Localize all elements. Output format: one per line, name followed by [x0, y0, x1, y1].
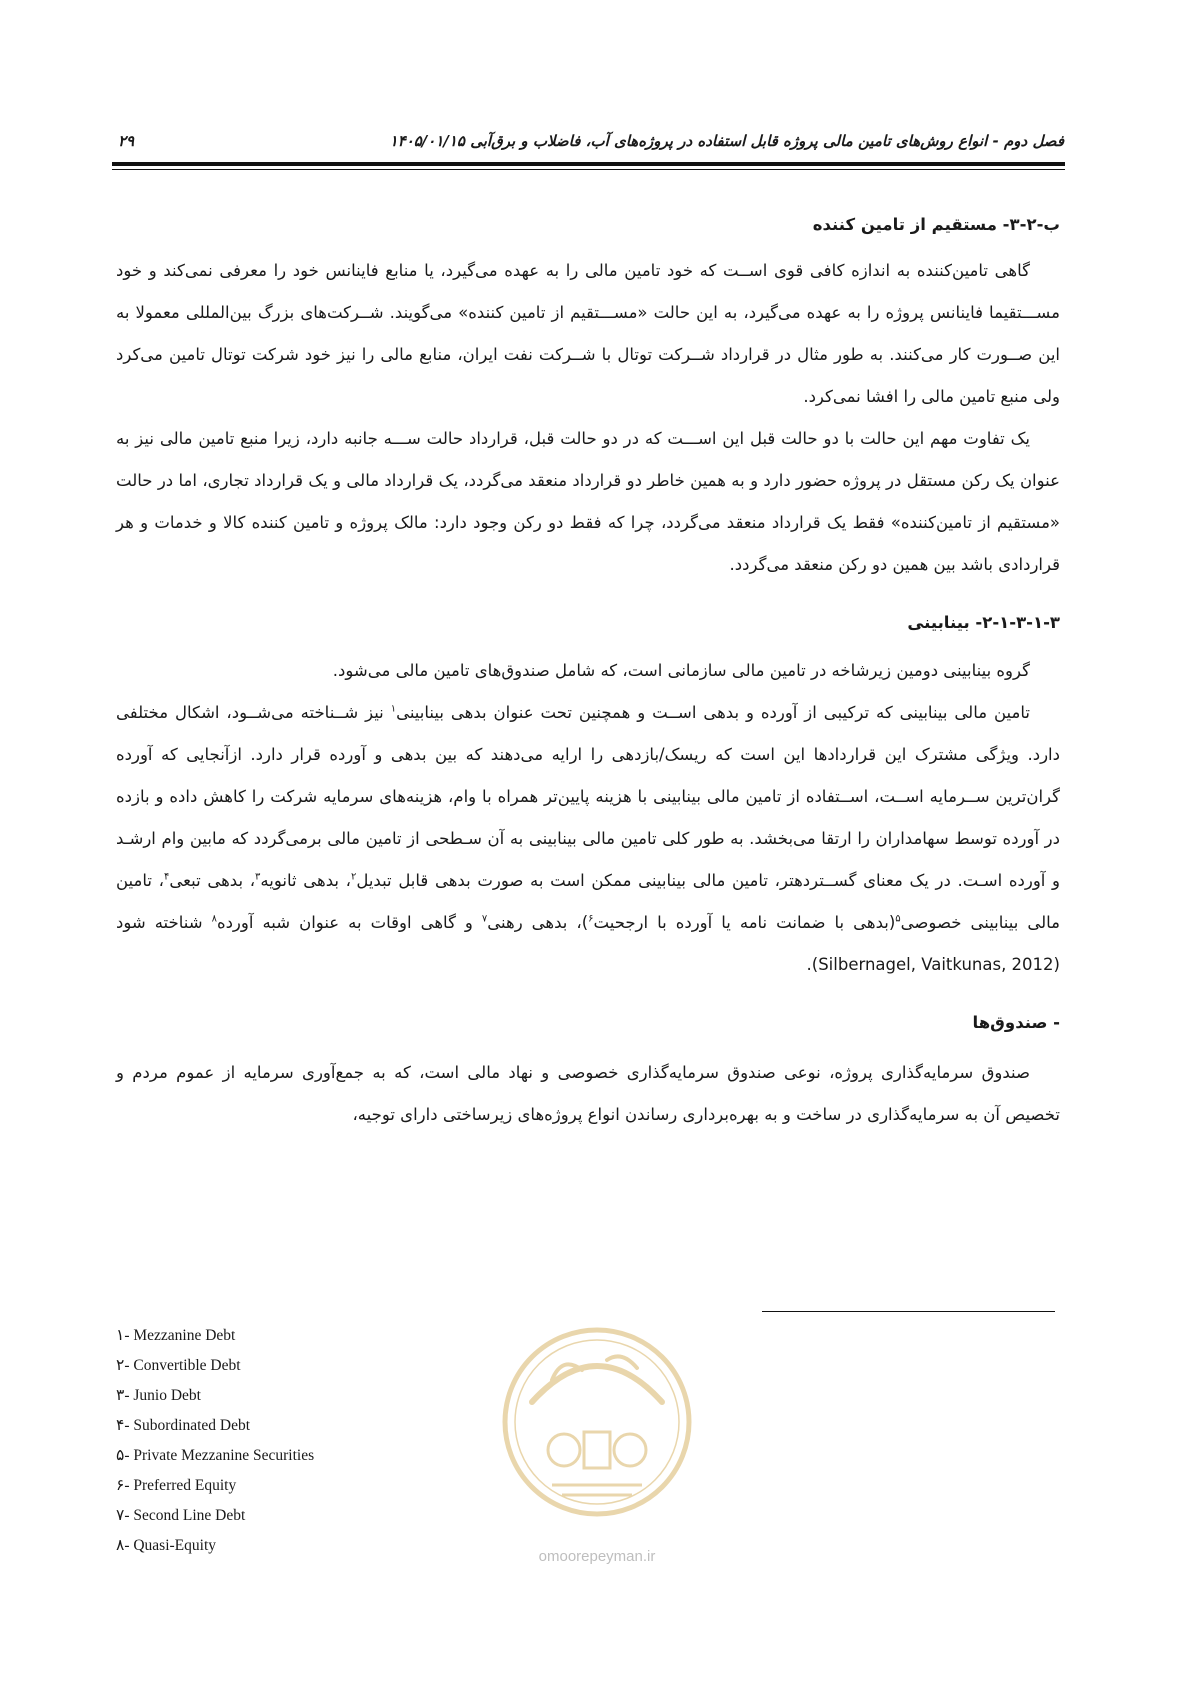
text-run: تامین مالی بینابینی که ترکیبی از آورده و بدهی اســت و همچنین تحت عنوان بدهی بینابینی	[396, 703, 1030, 722]
footnote-mark: ۶	[588, 913, 594, 925]
text-run: شناخته شود	[116, 913, 212, 932]
footnote-item: ۴- Subordinated Debt	[116, 1417, 251, 1434]
footnote-item: ۵- Private Mezzanine Securities	[116, 1447, 315, 1464]
text-run: و گاهی اوقات به عنوان شبه آورده	[216, 913, 482, 932]
footnote-mark: ۸	[211, 913, 217, 925]
chapter-title: فصل دوم - انواع روش‌های تامین مالی پروژه قابل استفاده در پروژه‌های آب، فاضلاب و برق‌آبی ۱۴۰۵/۰۱/۱۵	[389, 132, 1064, 150]
page-header	[116, 128, 1064, 158]
text-run: نیز شــناخته می‌شــود، اشکال مختلفی دارد. ویژگی مشترک این قراردادها این است که ریسک/بازدهی را ارایه می‌دهند که بین بدهی و آورده قرار دارد. ازآنجایی که آورده گران‌ترین ســرمایه اســت، اســتفاده از تامین مالی بینابینی با هزینه پایین‌تر همراه با وام، هزینه‌های سرمایه شرکت را کاهش داده و بازده در آورده توسط سهامداران را ارتقا می‌بخشد. به طور کلی تامین مالی بینابینی به آن سـطحی از تامین مالی برمی‌گردد که مابین وام ارشـد و آورده اسـت. در یک معنای گســتردهتر، تامین مالی بینابینی ممکن است به صورت بدهی قابل تبدیل	[116, 703, 1060, 890]
footnote-item: ۲- Convertible Debt	[116, 1357, 241, 1374]
paragraph: صندوق سرمایه‌گذاری پروژه، نوعی صندوق سرمایه‌گذاری خصوصی و نهاد مالی است، که به جمع‌آوری سرمایه از عموم مردم و تخصیص آن به سرمایه‌گذاری در ساخت و به بهره‌برداری رساندن انواع پروژه‌های زیرساختی دارای توجیه،	[116, 1063, 1060, 1124]
footnote-mark: ۱	[390, 703, 397, 715]
body-text	[116, 210, 1060, 1136]
header-rule-thin	[112, 169, 1065, 170]
footnotes	[116, 1321, 516, 1561]
section-heading-funds: - صندوق‌ها	[972, 1013, 1060, 1032]
section-heading-direct-supplier: ب-۲-۳- مستقیم از تامین کننده	[812, 215, 1060, 234]
watermark-url: omoorepeyman.ir	[538, 1548, 656, 1565]
citation: (Silbernagel, Vaitkunas, 2012)	[811, 955, 1060, 974]
footnote-mark: ۵	[895, 913, 901, 925]
header-rule-thick	[112, 162, 1065, 166]
text-run: ، بدهی تبعی	[169, 871, 256, 890]
text-run: ، تامین مالی بینابینی خصوصی	[116, 871, 1060, 932]
text-run: ، بدهی ثانویه	[260, 871, 351, 890]
footnote-mark: ۳	[255, 871, 261, 883]
footnote-item: ۳- Junio Debt	[116, 1387, 201, 1404]
footnote-mark: ۲	[350, 871, 357, 883]
footnote-mark: ۷	[481, 913, 488, 925]
text-run: .	[806, 955, 812, 974]
paragraph-mezzanine	[116, 692, 1060, 986]
text-run: (بدهی با ضمانت نامه یا آورده با ارجحیت	[593, 913, 896, 932]
watermark-logo-icon	[492, 1310, 702, 1540]
footnote-item: ۸- Quasi-Equity	[116, 1537, 217, 1554]
footnote-mark: ۴	[164, 871, 170, 883]
paragraph: یک تفاوت مهم این حالت با دو حالت قبل این اســـت که در دو حالت قبل، قرارداد حالت ســـه جانبه دارد، زیرا منبع تامین مالی نیز به عنوان یک رکن مستقل در پروژه حضور دارد و به همین خاطر دو قرارداد منعقد می‌گردد، یک قرارداد مالی و یک قرارداد تجاری، اما در حالت «مستقیم از تامین‌کننده» فقط یک قرارداد منعقد می‌گردد، چرا که فقط دو رکن وجود دارد: مالک پروژه و تامین کننده کالا و خدمات و هر قراردادی باشد بین همین دو رکن منعقد می‌گردد.	[116, 429, 1060, 574]
section-heading-mezzanine: ۲-۱-۳-۱-۳- بینابینی	[907, 613, 1060, 632]
footnote-item: ۶- Preferred Equity	[116, 1477, 237, 1494]
page-number: ۲۹	[118, 132, 135, 150]
watermark	[492, 1310, 702, 1570]
paragraph: گاهی تامین‌کننده به اندازه کافی قوی اســت که خود تامین مالی را به عهده می‌گیرد، یا منابع فاینانس خود را معرفی نمی‌کند و خود مســـتقیما فاینانس پروژه را به عهده می‌گیرد، به این حالت «مســـتقیم از تامین کننده» می‌گویند. شــرکت‌های بزرگ بین‌المللی معمولا به این صــورت کار می‌کنند. به طور مثال در قرارداد شــرکت توتال با شــرکت نفت ایران، منابع مالی را نیز خود شرکت توتال تامین می‌کرد ولی منبع تامین مالی را افشا نمی‌کرد.	[116, 261, 1060, 406]
text-run: )، بدهی رهنی	[487, 913, 589, 932]
footnote-item: ۱- Mezzanine Debt	[116, 1327, 236, 1344]
paragraph: گروه بینابینی دومین زیرشاخه در تامین مالی سازمانی است، که شامل صندوق‌های تامین مالی می‌شود.	[332, 661, 1030, 680]
footnote-separator	[762, 1311, 1055, 1312]
footnote-item: ۷- Second Line Debt	[116, 1507, 246, 1524]
